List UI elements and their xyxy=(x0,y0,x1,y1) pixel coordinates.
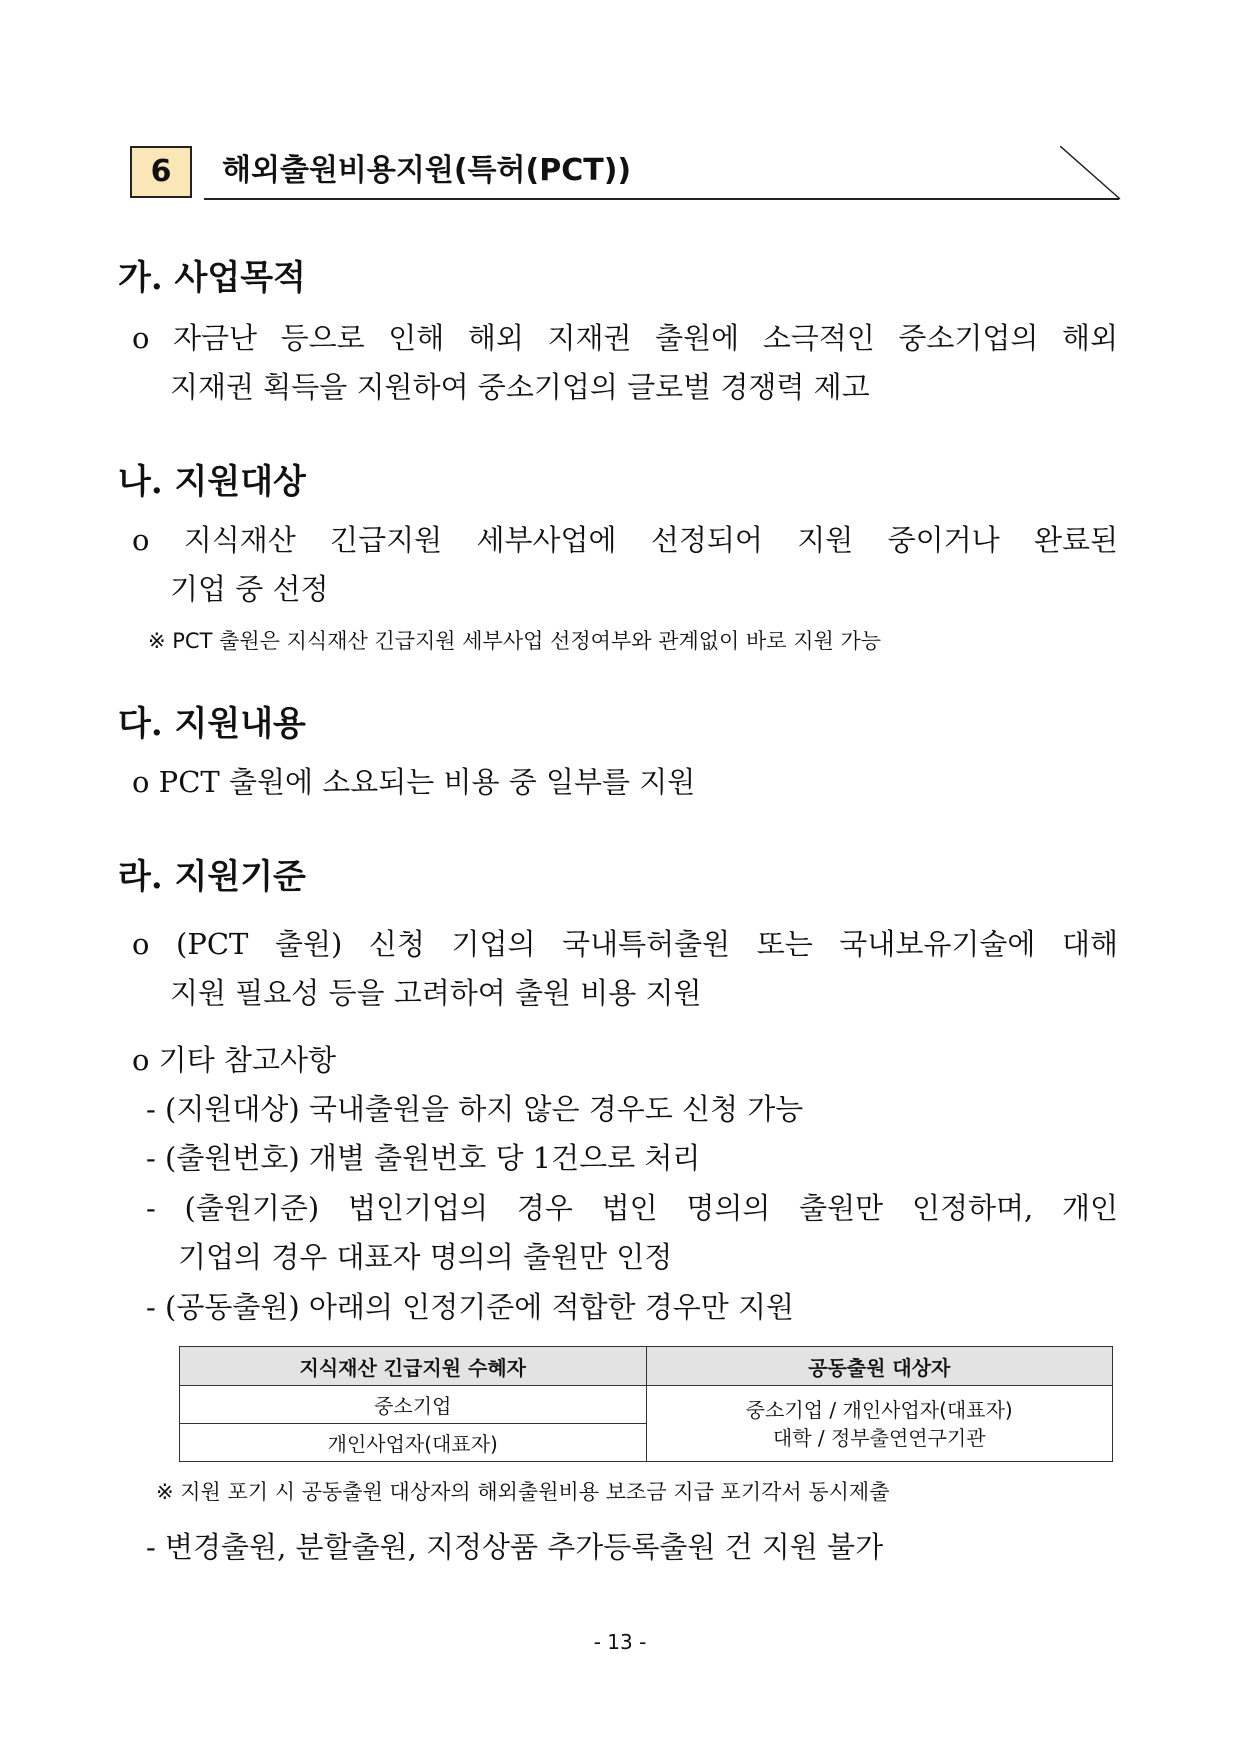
chapter-number-box: 6 xyxy=(130,146,192,198)
chapter-title: 해외출원비용지원(특허(PCT)) xyxy=(222,153,632,188)
joint-application-table xyxy=(179,1346,1113,1462)
table-row xyxy=(180,1386,1113,1424)
criteria-dash-2: - (출원번호) 개별 출원번호 당 1건으로 처리 xyxy=(146,1141,701,1175)
header-underline xyxy=(204,198,1119,200)
content-line-1: o PCT 출원에 소요되는 비용 중 일부를 지원 xyxy=(132,765,696,799)
target-line-1: o 지식재산 긴급지원 세부사업에 선정되어 지원 중이거나 완료된 xyxy=(132,523,1118,557)
section-title-criteria: 라. 지원기준 xyxy=(118,857,306,897)
criteria-note: ※ 지원 포기 시 공동출원 대상자의 해외출원비용 보조금 지급 포기각서 동시제출 xyxy=(156,1480,890,1504)
table-cell-individual-business: 개인사업자(대표자) xyxy=(180,1424,647,1462)
target-note: ※ PCT 출원은 지식재산 긴급지원 세부사업 선정여부와 관계없이 바로 지원 가능 xyxy=(148,629,882,653)
purpose-line-2: 지재권 획득을 지원하여 중소기업의 글로벌 경쟁력 제고 xyxy=(170,370,870,404)
table-header-beneficiary: 지식재산 긴급지원 수혜자 xyxy=(180,1347,647,1386)
joint-applicant-line-1: 중소기업 / 개인사업자(대표자) xyxy=(745,1397,1013,1422)
joint-applicant-line-2: 대학 / 정부출연연구기관 xyxy=(772,1425,986,1450)
purpose-line-1: o 자금난 등으로 인해 해외 지재권 출원에 소극적인 중소기업의 해외 xyxy=(132,321,1118,355)
header-diagonal-line xyxy=(1060,146,1130,200)
criteria-pct-line-2: 지원 필요성 등을 고려하여 출원 비용 지원 xyxy=(170,976,702,1010)
table-header-joint-applicant: 공동출원 대상자 xyxy=(646,1347,1113,1386)
section-title-purpose: 가. 사업목적 xyxy=(118,258,306,298)
section-title-content: 다. 지원내용 xyxy=(118,704,306,744)
criteria-dash-1: - (지원대상) 국내출원을 하지 않은 경우도 신청 가능 xyxy=(146,1092,804,1126)
criteria-dash-3-line-1: - (출원기준) 법인기업의 경우 법인 명의의 출원만 인정하며, 개인 xyxy=(146,1191,1118,1225)
section-title-target: 나. 지원대상 xyxy=(118,462,306,502)
page-number: - 13 - xyxy=(593,1630,647,1654)
target-line-2: 기업 중 선정 xyxy=(170,572,329,606)
criteria-dash-3-line-2: 기업의 경우 대표자 명의의 출원만 인정 xyxy=(178,1240,673,1274)
table-header-row xyxy=(180,1347,1113,1386)
criteria-etc-title: o 기타 참고사항 xyxy=(132,1043,336,1077)
criteria-pct-line-1: o (PCT 출원) 신청 기업의 국내특허출원 또는 국내보유기술에 대해 xyxy=(132,927,1118,961)
table-cell-sme: 중소기업 xyxy=(180,1386,647,1424)
table-cell-joint-applicants xyxy=(646,1386,1113,1462)
criteria-dash-4: - (공동출원) 아래의 인정기준에 적합한 경우만 지원 xyxy=(146,1290,795,1324)
chapter-header xyxy=(130,146,1120,206)
criteria-dash-5: - 변경출원, 분할출원, 지정상품 추가등록출원 건 지원 불가 xyxy=(146,1530,884,1564)
